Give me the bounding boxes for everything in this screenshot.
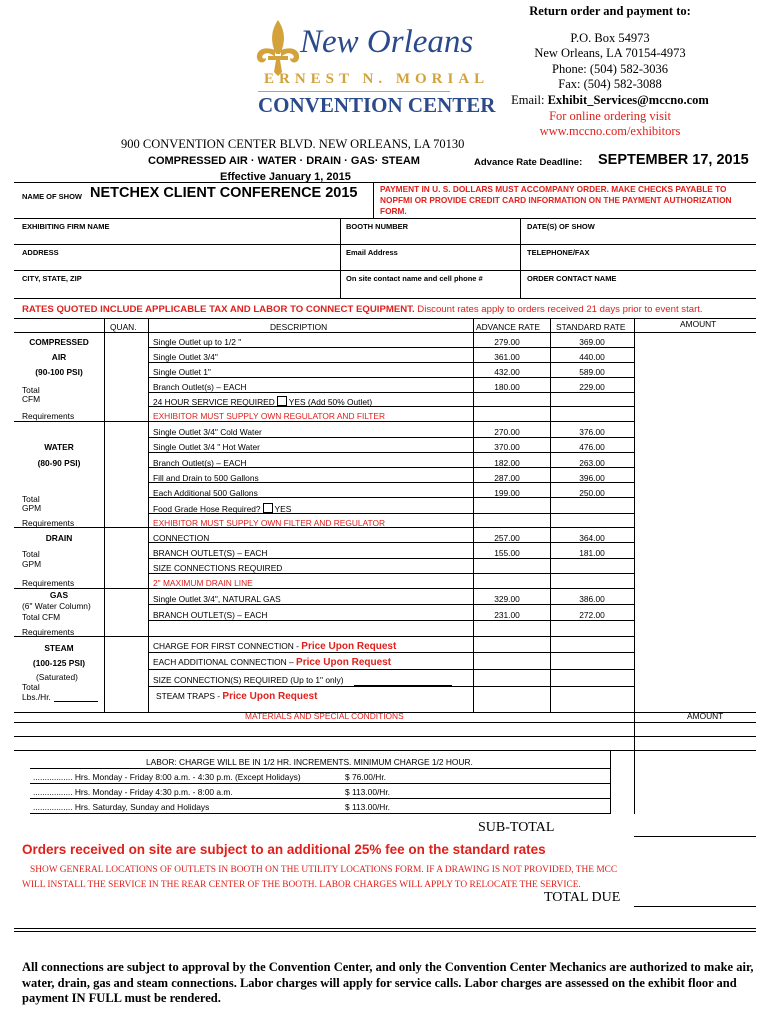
table-row-line xyxy=(148,652,634,653)
gas-total-cfm: Total CFM xyxy=(22,612,61,622)
services-title: COMPRESSED AIR · WATER · DRAIN · GAS· STEAM xyxy=(148,155,420,167)
divider xyxy=(340,218,341,298)
divider xyxy=(30,798,610,799)
logo-rule xyxy=(258,91,450,92)
steam-size-blank[interactable] xyxy=(354,685,452,686)
air-24hr-checkbox[interactable] xyxy=(277,396,287,406)
drain-row-desc: BRANCH OUTLET(S) – EACH xyxy=(153,548,268,558)
divider xyxy=(30,783,610,784)
steam-total-label: Total xyxy=(22,682,40,692)
water-row-std: 250.00 xyxy=(579,488,605,498)
show-name: NETCHEX CLIENT CONFERENCE 2015 xyxy=(90,185,358,201)
divider xyxy=(14,182,756,183)
divider xyxy=(104,318,105,712)
street-address: 900 CONVENTION CENTER BLVD. NEW ORLEANS, LA 70130 xyxy=(121,137,465,151)
drain-total-label: Total xyxy=(22,549,40,559)
air-24hr-service xyxy=(153,396,372,407)
subtotal-label: SUB-TOTAL xyxy=(478,820,555,835)
email-field[interactable]: Email Address xyxy=(346,248,398,257)
water-row-std: 396.00 xyxy=(579,473,605,483)
water-hose-yes: YES xyxy=(274,504,292,514)
order-contact-field[interactable]: ORDER CONTACT NAME xyxy=(527,274,617,283)
labor-row-desc: ................. Hrs. Saturday, Sunday and Holidays xyxy=(33,802,210,812)
labor-title: LABOR: CHARGE WILL BE IN 1/2 HR. INCREMENTS. MINIMUM CHARGE 1/2 HOUR. xyxy=(146,757,473,767)
contact-heading: Return order and payment to: xyxy=(529,4,691,18)
air-row-adv: 180.00 xyxy=(494,382,520,392)
table-row-line xyxy=(148,558,634,559)
contact-po: P.O. Box 54973 xyxy=(570,30,650,45)
water-gpm-label: GPM xyxy=(22,503,42,513)
materials-amount-header: AMOUNT xyxy=(687,711,724,721)
divider xyxy=(14,750,756,751)
gas-title-1: GAS xyxy=(49,590,69,600)
steam-row xyxy=(156,691,317,702)
steam-row-price: Price Upon Request xyxy=(301,641,397,652)
water-row-std: 476.00 xyxy=(579,442,605,452)
booth-number-field[interactable]: BOOTH NUMBER xyxy=(346,222,409,231)
drain-row-desc: CONNECTION xyxy=(153,533,210,543)
air-title-3: (90-100 PSI) xyxy=(35,367,83,377)
onsite-contact-field[interactable]: On site contact name and cell phone # xyxy=(346,274,483,283)
materials-title: MATERIALS AND SPECIAL CONDITIONS xyxy=(245,711,404,721)
steam-lbs-label: Lbs./Hr. xyxy=(22,692,51,702)
rates-notice-rest: Discount rates apply to orders received 21 days prior to event start. xyxy=(414,304,703,315)
contact-email[interactable]: Exhibit_Services@mccno.com xyxy=(547,92,709,107)
steam-row-price: Price Upon Request xyxy=(222,691,318,702)
steam-row xyxy=(153,657,391,668)
show-name-label: NAME OF SHOW xyxy=(22,192,82,201)
water-row-adv: 199.00 xyxy=(494,488,520,498)
drain-row-std: 181.00 xyxy=(579,548,605,558)
gas-row-desc: Single Outlet 3/4", NATURAL GAS xyxy=(153,594,281,604)
gas-row-std: 386.00 xyxy=(579,594,605,604)
effective-date: Effective January 1, 2015 xyxy=(220,171,351,183)
water-row-desc: Single Outlet 3/4 " Hot Water xyxy=(153,442,260,452)
water-note: EXHIBITOR MUST SUPPLY OWN FILTER AND REGULATOR xyxy=(153,518,386,528)
gas-requirements-label: Requirements xyxy=(22,627,75,637)
drain-row-adv: 257.00 xyxy=(494,533,520,543)
total-due-label: TOTAL DUE xyxy=(544,890,621,905)
table-row-line xyxy=(148,669,634,670)
table-row-line xyxy=(148,392,634,393)
rates-notice-bold: RATES QUOTED INCLUDE APPLICABLE TAX AND LABOR TO CONNECT EQUIPMENT. xyxy=(22,304,415,315)
water-row-adv: 287.00 xyxy=(494,473,520,483)
divider xyxy=(373,182,374,218)
steam-row-desc: EACH ADDITIONAL CONNECTION – xyxy=(153,657,294,667)
labor-row-rate: $ 113.00/Hr. xyxy=(345,802,391,812)
labor-row-rate: $ 113.00/Hr. xyxy=(345,787,391,797)
show-dates-field[interactable]: DATE(S) OF SHOW xyxy=(527,222,595,231)
drain-size-required: SIZE CONNECTIONS REQUIRED xyxy=(153,563,283,573)
col-header-standard: STANDARD RATE xyxy=(556,322,626,332)
divider xyxy=(14,218,756,219)
col-header-description: DESCRIPTION xyxy=(270,322,328,332)
drain-note: 2" MAXIMUM DRAIN LINE xyxy=(153,578,253,588)
table-row-line xyxy=(148,362,634,363)
online-ordering-text: For online ordering visit xyxy=(549,108,671,123)
water-requirements-label: Requirements xyxy=(22,518,75,528)
contact-email-line xyxy=(470,93,750,109)
divider xyxy=(14,270,756,271)
firm-name-field[interactable]: EXHIBITING FIRM NAME xyxy=(22,222,110,231)
table-row-line xyxy=(148,347,634,348)
water-row-desc: Branch Outlet(s) – EACH xyxy=(153,458,247,468)
section-divider xyxy=(14,636,634,637)
logo xyxy=(254,18,496,117)
contact-phone: Phone: (504) 582-3036 xyxy=(552,61,668,76)
section-divider xyxy=(14,421,634,422)
air-requirements-label: Requirements xyxy=(22,411,75,421)
show-locations-notice: SHOW GENERAL LOCATIONS OF OUTLETS IN BOOTH ON THE UTILITY LOCATIONS FORM. IF A DRAWING IS NOT PROVIDED, THE MCC WILL INSTALL THE SERVICE IN THE REAR CENTER OF THE BOOTH. LABOR CHARGES WILL APPLY TO RELOCATE THE SERVICE. xyxy=(22,865,618,890)
payment-notice: PAYMENT IN U. S. DOLLARS MUST ACCOMPANY ORDER. MAKE CHECKS PAYABLE TO NOPFMI OR PROVIDE CREDIT CARD INFORMATION ON THE PAYMENT AUTHORIZATION FORM. xyxy=(380,184,732,216)
steam-row-desc: SIZE CONNECTION(S) REQUIRED (Up to 1" only) xyxy=(153,675,344,685)
gas-title-2: (6" Water Column) xyxy=(22,601,91,611)
air-24hr-label: 24 HOUR SERVICE REQUIRED xyxy=(153,397,275,407)
air-row-desc: Single Outlet up to 1/2 " xyxy=(153,337,242,347)
total-due-field[interactable] xyxy=(634,906,756,907)
divider xyxy=(14,722,756,723)
logo-sub1: ERNEST N. MORIAL xyxy=(264,71,490,87)
gas-row-desc: BRANCH OUTLET(S) – EACH xyxy=(153,610,268,620)
footer-notice: All connections are subject to approval by the Convention Center, and only the Convention Center Mechanics are authorized to make air, water, drain, gas and steam connections. Labor charges will apply for service calls. Labor charges are assessed on the exhibit floor and payment IN FULL must be rendered. xyxy=(22,960,754,1005)
drain-requirements-label: Requirements xyxy=(22,578,75,588)
air-24hr-yes: YES (Add 50% Outlet) xyxy=(288,397,373,407)
air-note: EXHIBITOR MUST SUPPLY OWN REGULATOR AND FILTER xyxy=(153,411,386,421)
water-row-adv: 370.00 xyxy=(494,442,520,452)
col-header-advance: ADVANCE RATE xyxy=(476,322,540,332)
water-hose xyxy=(153,503,291,514)
labor-row-desc: ................. Hrs. Monday - Friday 8:00 a.m. - 4:30 p.m. (Except Holidays) xyxy=(33,772,301,782)
logo-sub2: CONVENTION CENTER xyxy=(258,93,496,117)
table-row-line xyxy=(148,620,634,621)
address-field[interactable]: ADDRESS xyxy=(22,248,59,257)
air-row-std: 589.00 xyxy=(579,367,605,377)
deadline-value: SEPTEMBER 17, 2015 xyxy=(598,152,749,168)
steam-row-price: Price Upon Request xyxy=(296,657,392,668)
air-title-1: COMPRESSED xyxy=(29,337,89,347)
online-ordering-link[interactable]: www.mccno.com/exhibitors xyxy=(539,124,681,139)
col-header-amount: AMOUNT xyxy=(680,319,717,329)
steam-row xyxy=(153,641,396,652)
section-divider xyxy=(14,588,634,589)
water-row-std: 263.00 xyxy=(579,458,605,468)
deadline-label: Advance Rate Deadline: xyxy=(474,157,583,168)
gas-row-adv: 329.00 xyxy=(494,594,520,604)
steam-title-3: (Saturated) xyxy=(36,672,78,682)
steam-row-desc: CHARGE FOR FIRST CONNECTION - xyxy=(153,641,299,651)
drain-row-std: 364.00 xyxy=(579,533,605,543)
city-state-zip-field[interactable]: CITY, STATE, ZIP xyxy=(22,274,82,283)
table-row-line xyxy=(148,604,634,605)
drain-title: DRAIN xyxy=(45,533,73,543)
col-header-quan: QUAN. xyxy=(110,322,137,332)
water-row-std: 376.00 xyxy=(579,427,605,437)
water-title-1: WATER xyxy=(44,442,74,452)
labor-row-desc: ................. Hrs. Monday - Friday 4:30 p.m. - 8:00 a.m. xyxy=(33,787,233,797)
table-row-line xyxy=(148,437,634,438)
steam-title-1: STEAM xyxy=(44,643,74,653)
divider xyxy=(610,750,611,814)
steam-lbs-blank[interactable] xyxy=(54,701,98,702)
divider xyxy=(14,736,756,737)
divider xyxy=(14,928,756,929)
divider xyxy=(30,768,610,769)
subtotal-field[interactable] xyxy=(634,836,756,837)
water-row-desc: Fill and Drain to 500 Gallons xyxy=(153,473,259,483)
air-total-label: Total xyxy=(22,385,40,395)
table-row-line xyxy=(148,686,634,687)
water-row-adv: 270.00 xyxy=(494,427,520,437)
labor-row-rate: $ 76.00/Hr. xyxy=(345,772,386,782)
air-row-std: 369.00 xyxy=(579,337,605,347)
drain-size-blank[interactable] xyxy=(290,573,452,574)
air-row-adv: 432.00 xyxy=(494,367,520,377)
drain-gpm-label: GPM xyxy=(22,559,42,569)
divider xyxy=(520,218,521,298)
water-hose-checkbox[interactable] xyxy=(263,503,273,513)
water-row-desc: Single Outlet 3/4" Cold Water xyxy=(153,427,262,437)
air-row-std: 229.00 xyxy=(579,382,605,392)
contact-city: New Orleans, LA 70154-4973 xyxy=(534,46,686,61)
fleur-de-lis-icon xyxy=(254,20,302,78)
email-prefix: Email: xyxy=(511,92,548,107)
onsite-fee-notice: Orders received on site are subject to an additional 25% fee on the standard rates xyxy=(22,842,546,857)
water-title-2: (80-90 PSI) xyxy=(37,458,81,468)
water-row-adv: 182.00 xyxy=(494,458,520,468)
divider xyxy=(14,244,756,245)
gas-row-std: 272.00 xyxy=(579,610,605,620)
water-total-label: Total xyxy=(22,494,40,504)
water-hose-label: Food Grade Hose Required? xyxy=(153,504,261,514)
divider xyxy=(14,318,756,319)
steam-row-desc: STEAM TRAPS - xyxy=(156,691,221,701)
contact-block xyxy=(470,4,750,140)
air-row-adv: 361.00 xyxy=(494,352,520,362)
table-row-line xyxy=(148,452,634,453)
gas-row-adv: 231.00 xyxy=(494,610,520,620)
telephone-field[interactable]: TELEPHONE/FAX xyxy=(527,248,590,257)
divider xyxy=(634,712,635,814)
divider xyxy=(30,813,610,814)
air-cfm-label: CFM xyxy=(22,394,41,404)
air-title-2: AIR xyxy=(51,352,67,362)
divider xyxy=(14,931,756,932)
air-row-desc: Branch Outlet(s) – EACH xyxy=(153,382,247,392)
steam-title-2: (100-125 PSI) xyxy=(32,658,86,668)
air-row-std: 440.00 xyxy=(579,352,605,362)
logo-name: New Orleans xyxy=(300,24,474,60)
air-row-adv: 279.00 xyxy=(494,337,520,347)
air-row-desc: Single Outlet 1" xyxy=(153,367,211,377)
contact-fax: Fax: (504) 582-3088 xyxy=(558,77,662,92)
divider xyxy=(14,332,756,333)
rates-notice xyxy=(22,304,703,315)
steam-row xyxy=(153,675,344,685)
divider xyxy=(634,318,635,712)
air-row-desc: Single Outlet 3/4" xyxy=(153,352,218,362)
water-row-desc: Each Additional 500 Gallons xyxy=(153,488,258,498)
table-row-line xyxy=(148,377,634,378)
drain-row-adv: 155.00 xyxy=(494,548,520,558)
divider xyxy=(14,298,756,299)
